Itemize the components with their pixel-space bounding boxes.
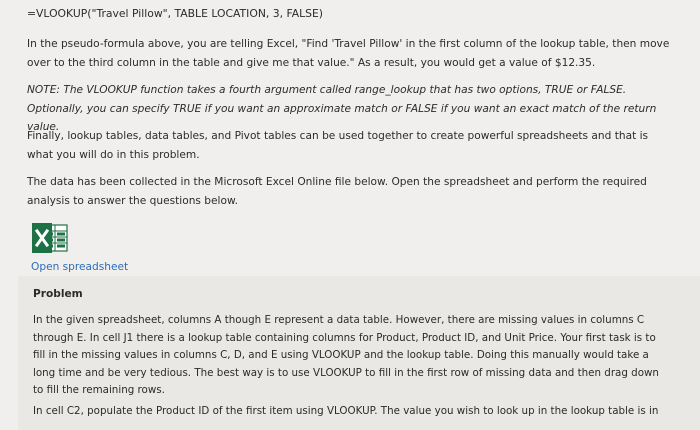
- open-spreadsheet-link[interactable]: Open spreadsheet: [31, 261, 129, 273]
- intro-paragraph: In the pseudo-formula above, you are telling Excel, "Find 'Travel Pillow' in the first column of the lookup table, then move over to the third column in the table and give me that value." As a result, you would get a value of $12.35.: [27, 38, 670, 69]
- data-collected-paragraph: The data has been collected in the Microsoft Excel Online file below. Open the spreadsheet and perform the required analysis to answer the questions below.: [27, 176, 647, 207]
- problem-heading: Problem: [33, 288, 83, 300]
- formula-text: =VLOOKUP("Travel Pillow", TABLE LOCATION, 3, FALSE): [27, 7, 324, 20]
- problem-next-paragraph: In cell C2, populate the Product ID of the first item using VLOOKUP. The value you wish to look up in the lookup table is in: [33, 405, 659, 417]
- excel-icon[interactable]: [31, 223, 69, 253]
- lookup-tables-paragraph: Finally, lookup tables, data tables, and Pivot tables can be used together to create powerful spreadsheets and that is what you will do in this problem.: [27, 130, 649, 161]
- problem-body-paragraph: In the given spreadsheet, columns A though E represent a data table. However, there are missing values in columns C through E. In cell J1 there is a lookup table containing columns for Product, Product ID, and Unit Price. Your first task is to fill in the missing values in columns C, D, and E using VLOOKUP and the lookup table. Doing this manually would take a long time and be very tedious. The best way is to use VLOOKUP to fill in the first row of missing data and then drag down to fill the remaining rows.: [33, 314, 659, 397]
- note-paragraph: NOTE: The VLOOKUP function takes a fourth argument called range_lookup that has two options, TRUE or FALSE. Optionally, you can specify TRUE if you want an approximate match or FALSE if you want an exact match of the return value.: [27, 84, 657, 133]
